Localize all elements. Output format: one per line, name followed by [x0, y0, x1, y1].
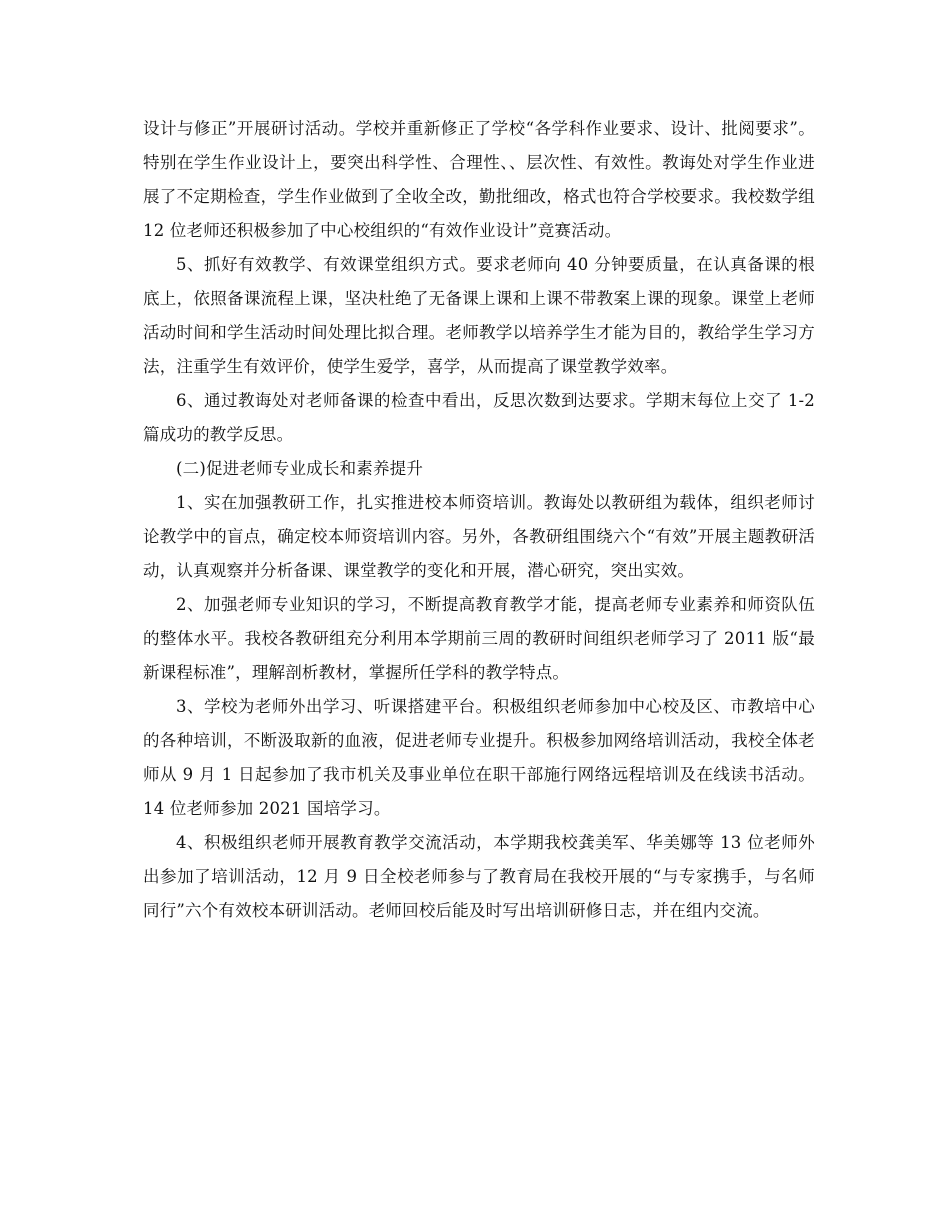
paragraph-homework-design: 设计与修正”开展研讨活动。学校并重新修正了学校“各学科作业要求、设计、批阅要求”。特别在学生作业设计上，要突出科学性、合理性、、层次性、有效性。教诲处对学生作业进展了不定期检查，学生作业做到了全收全改，勤批细改，格式也符合学校要求。我校数学组 12 位老师还积极参加了中心校组织的“有效作业设计”竞赛活动。 [143, 119, 815, 240]
section-heading-teacher-growth: (二)促进老师专业成长和素养提升 [176, 459, 424, 478]
paragraph-item-4: 4、积极组织老师开展教育教学交流活动，本学期我校龚美军、华美娜等 13 位老师外出参加了培训活动，12 月 9 日全校老师参与了教育局在我校开展的“与专家携手，与名师同行”六个有效校本研训活动。老师回校后能及时写出培训研修日志，并在组内交流。 [143, 833, 815, 920]
paragraph-item-2: 2、加强老师专业知识的学习，不断提高教育教学才能，提高老师专业素养和师资队伍的整体水平。我校各教研组充分利用本学期前三周的教研时间组织老师学习了 2011 版“最新课程标准”，理解剖析教材，掌握所任学科的教学特点。 [143, 595, 815, 682]
paragraph-item-1: 1、实在加强教研工作，扎实推进校本师资培训。教诲处以教研组为载体，组织老师讨论教学中的盲点，确定校本师资培训内容。另外，各教研组围绕六个“有效”开展主题教研活动，认真观察并分析备课、课堂教学的变化和开展，潜心研究，突出实效。 [143, 493, 815, 580]
paragraph-item-5: 5、抓好有效教学、有效课堂组织方式。要求老师向 40 分钟要质量，在认真备课的根底上，依照备课流程上课，坚决杜绝了无备课上课和上课不带教案上课的现象。课堂上老师活动时间和学生活动时间处理比拟合理。老师教学以培养学生才能为目的，教给学生学习方法，注重学生有效评价，使学生爱学，喜学，从而提高了课堂教学效率。 [143, 255, 815, 376]
paragraph-item-3: 3、学校为老师外出学习、听课搭建平台。积极组织老师参加中心校及区、市教培中心的各种培训，不断汲取新的血液，促进老师专业提升。积极参加网络培训活动，我校全体老师从 9 月 1 日起参加了我市机关及事业单位在职干部施行网络远程培训及在线读书活动。14 位老师参加 2021 国培学习。 [143, 697, 815, 818]
document-body [143, 112, 815, 928]
paragraph-item-6: 6、通过教诲处对老师备课的检查中看出，反思次数到达要求。学期末每位上交了 1-2 篇成功的教学反思。 [143, 391, 815, 444]
